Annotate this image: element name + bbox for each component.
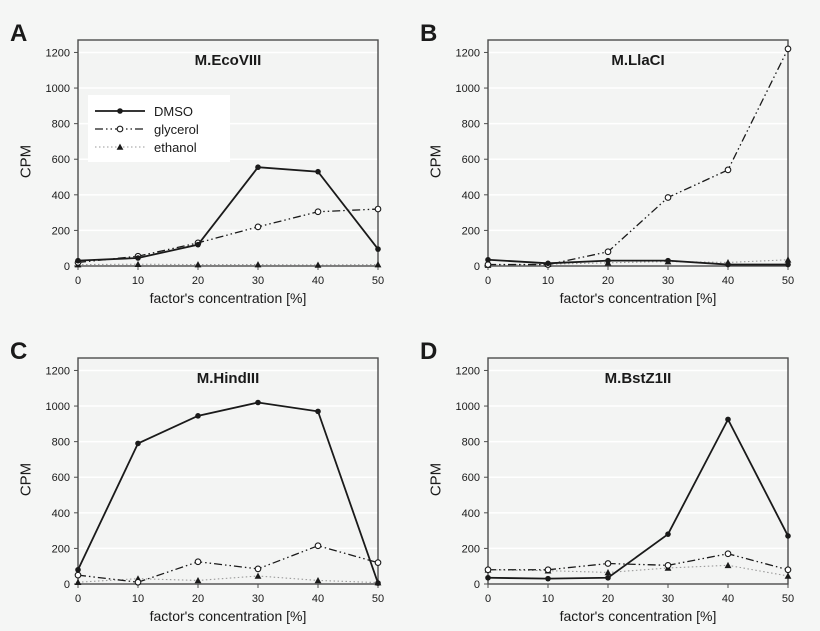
legend-label-ethanol: ethanol <box>154 139 197 155</box>
chart-title-m-ecoviii: M.EcoVIII <box>194 52 262 69</box>
svg-text:20: 20 <box>601 593 615 605</box>
svg-text:10: 10 <box>131 593 145 605</box>
svg-text:0: 0 <box>63 261 70 273</box>
legend-label-dmso: DMSO <box>154 103 193 119</box>
svg-text:1200: 1200 <box>455 365 480 378</box>
chart-plot-m-llaci <box>410 0 820 308</box>
svg-text:0: 0 <box>74 593 82 605</box>
svg-text:400: 400 <box>51 189 70 202</box>
svg-text:200: 200 <box>51 543 70 556</box>
svg-text:40: 40 <box>721 275 735 287</box>
svg-text:400: 400 <box>461 507 480 520</box>
svg-text:20: 20 <box>601 275 615 287</box>
panel-a <box>0 0 410 308</box>
svg-text:600: 600 <box>51 472 70 485</box>
svg-text:0: 0 <box>484 593 492 605</box>
panel-letter-b: B <box>420 20 438 47</box>
x-axis-label-concentration: factor's concentration [%] <box>559 290 717 306</box>
legend-entry-glycerol <box>94 120 224 138</box>
x-axis-label-concentration: factor's concentration [%] <box>559 608 717 624</box>
x-axis-label-concentration: factor's concentration [%] <box>149 608 307 624</box>
svg-text:1200: 1200 <box>455 47 480 60</box>
panel-letter-c: C <box>10 338 28 365</box>
svg-text:40: 40 <box>721 593 735 605</box>
y-axis-label-cpm: CPM <box>427 144 445 179</box>
legend-sample-dmso-line-icon <box>94 105 146 117</box>
legend-entry-dmso <box>94 102 224 120</box>
svg-text:200: 200 <box>51 225 70 238</box>
svg-text:50: 50 <box>781 275 795 287</box>
chart-title-m-hindiii: M.HindIII <box>196 370 260 387</box>
svg-text:200: 200 <box>461 543 480 556</box>
y-axis-label-cpm: CPM <box>17 462 35 497</box>
svg-text:0: 0 <box>473 579 480 591</box>
svg-text:0: 0 <box>74 275 82 287</box>
svg-text:50: 50 <box>371 275 385 287</box>
svg-text:0: 0 <box>63 579 70 591</box>
legend-sample-ethanol-line-icon <box>94 141 146 153</box>
svg-text:600: 600 <box>461 472 480 485</box>
chart-title-m-bstz1ii: M.BstZ1II <box>604 370 672 387</box>
y-axis-label-cpm: CPM <box>17 144 35 179</box>
svg-text:40: 40 <box>311 275 325 287</box>
svg-text:20: 20 <box>191 593 205 605</box>
svg-text:600: 600 <box>51 154 70 167</box>
svg-text:0: 0 <box>473 261 480 273</box>
y-axis-label-cpm: CPM <box>427 462 445 497</box>
svg-text:400: 400 <box>51 507 70 520</box>
svg-text:50: 50 <box>371 593 385 605</box>
svg-text:30: 30 <box>251 275 265 287</box>
svg-text:50: 50 <box>781 593 795 605</box>
svg-text:600: 600 <box>461 154 480 167</box>
panel-c <box>0 318 410 626</box>
svg-text:30: 30 <box>251 593 265 605</box>
svg-text:800: 800 <box>461 436 480 449</box>
legend-label-glycerol: glycerol <box>154 121 199 137</box>
panel-letter-d: D <box>420 338 438 365</box>
svg-text:800: 800 <box>51 436 70 449</box>
svg-text:800: 800 <box>51 118 70 131</box>
svg-text:0: 0 <box>484 275 492 287</box>
chart-plot-m-hindiii <box>0 318 410 626</box>
svg-text:10: 10 <box>541 593 555 605</box>
legend-sample-glycerol-line-icon <box>94 123 146 135</box>
chart-title-m-llaci: M.LlaCI <box>611 52 665 69</box>
svg-text:800: 800 <box>461 118 480 131</box>
panel-b <box>410 0 820 308</box>
svg-text:1000: 1000 <box>45 401 70 414</box>
chart-plot-m-bstz1ii <box>410 318 820 626</box>
svg-text:1000: 1000 <box>455 401 480 414</box>
svg-text:1000: 1000 <box>455 83 480 96</box>
svg-text:10: 10 <box>131 275 145 287</box>
svg-text:400: 400 <box>461 189 480 202</box>
svg-text:30: 30 <box>661 275 675 287</box>
svg-text:40: 40 <box>311 593 325 605</box>
svg-text:1200: 1200 <box>45 365 70 378</box>
x-axis-label-concentration: factor's concentration [%] <box>149 290 307 306</box>
legend-entry-ethanol <box>94 138 224 156</box>
legend-box <box>88 95 230 162</box>
svg-text:1200: 1200 <box>45 47 70 60</box>
panel-letter-a: A <box>10 20 28 47</box>
svg-text:1000: 1000 <box>45 83 70 96</box>
svg-text:20: 20 <box>191 275 205 287</box>
panel-d <box>410 318 820 626</box>
svg-text:10: 10 <box>541 275 555 287</box>
svg-text:200: 200 <box>461 225 480 238</box>
svg-text:30: 30 <box>661 593 675 605</box>
